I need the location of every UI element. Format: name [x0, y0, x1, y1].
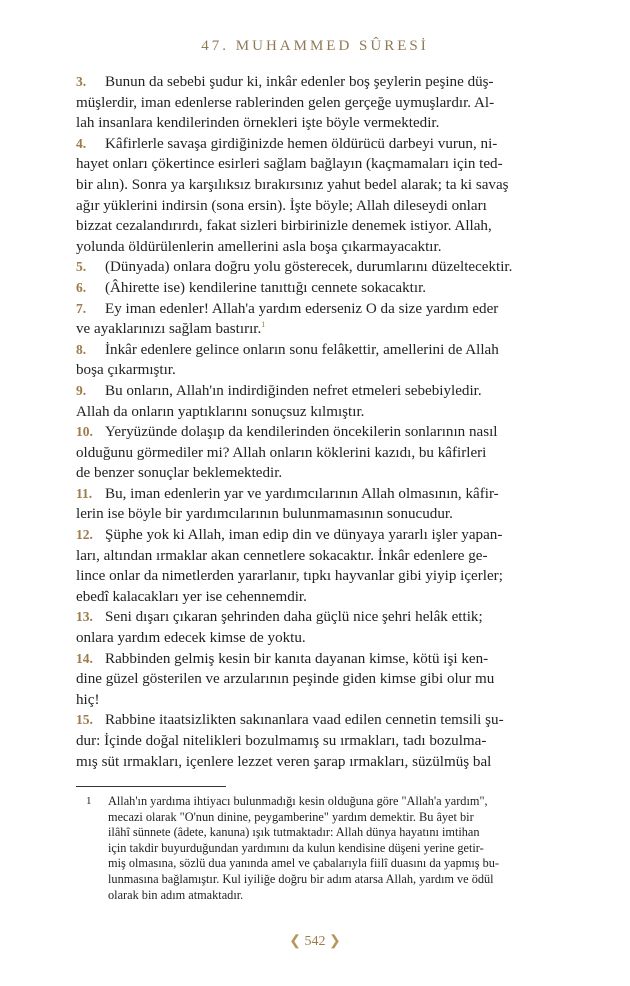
verse-line: lerin ise böyle bir yardımcılarının bulunmamasının sonucudur. [76, 506, 453, 523]
verse-line: Bu onların, Allah'ın indirdiğinden nefret etmeleri sebebiyledir. [105, 382, 482, 399]
verse-line: Yeryüzünde dolaşıp da kendilerinden öncekilerin sonlarının nasıl [105, 424, 498, 441]
footnote-line: mecazi olarak "O'nun dinine, peygamberine" yardım demektir. Bu âyet bir [108, 809, 474, 824]
verse-number: 14. [76, 650, 93, 666]
footnote-line: ilâhî sünnete (âdete, kanuna) ışık tutmaktadır: Allah dünya hayatını imtihan [108, 825, 480, 840]
verse-line: (Âhirette ise) kendilerine tanıttığı cennete sokacaktır. [105, 279, 427, 296]
verse [76, 72, 572, 134]
verse-list [76, 72, 572, 772]
verse-line: de benzer sonuçlar beklemektedir. [76, 465, 283, 482]
verse-line: (Dünyada) onlara doğru yolu gösterecek, durumlarını düzeltecektir. [105, 259, 513, 276]
verse-line: boşa çıkarmıştır. [76, 362, 176, 379]
right-ornament-icon: ❯ [329, 934, 341, 949]
verse [76, 299, 572, 340]
verse-line: mış süt ırmakları, içenlere lezzet veren şarap ırmakları, süzülmüş bal [76, 753, 492, 770]
verse-line: bir alın). Sonra ya karşılıksız bırakırsınız yahut bedel alarak; ta ki savaş [76, 176, 509, 193]
footnote-line: Allah'ın yardıma ihtiyacı bulunmadığı kesin olduğuna göre "Allah'a yardım", [108, 794, 488, 808]
footnote-divider [76, 786, 226, 787]
verse-line: dur: İçinde doğal nitelikleri bozulmamış su ırmakları, tadı bozulma- [76, 733, 487, 749]
verse-number: 9. [76, 382, 87, 398]
footnote-line: miş olmasına, sözlü dua yanında amel ve çabalarıyla fiilî duasını da yapmış bu- [108, 856, 500, 871]
verse [76, 381, 572, 422]
verse [76, 484, 572, 525]
verse-line: müşlerdir, iman edenlerse rablerinden gelen gerçeğe uymuşlardır. Al- [76, 94, 495, 111]
verse-line: hiç! [76, 691, 100, 708]
verse-number: 8. [76, 341, 87, 357]
verse-line: Bunun da sebebi şudur ki, inkâr edenler boş şeylerin peşine düş- [105, 74, 494, 90]
verse-line: Rabbinden gelmiş kesin bir kanıta dayanan kimse, kötü işi ken- [105, 650, 489, 667]
verse-line: ebedî kalacakları yer ise cehennemdir. [76, 588, 307, 605]
left-ornament-icon: ❮ [289, 934, 301, 949]
verse-number: 4. [76, 135, 87, 151]
verse-line: hayet onları çökertince esirleri sağlam bağlayın (kaçmamaları için ted- [76, 156, 503, 173]
verse-line: lah insanlara kendilerinden örnekleri işte böyle vermektedir. [76, 115, 440, 132]
verse-line: dine güzel gösterilen ve arzularının peşinde giden kimse gibi olur mu [76, 671, 495, 688]
footnote-text [108, 794, 572, 903]
footnote-number: 1 [86, 795, 92, 807]
verse-number: 13. [76, 609, 93, 625]
verse [76, 710, 572, 772]
verse-line: Kâfirlerle savaşa girdiğinizde hemen öldürücü darbeyi vurun, ni- [105, 135, 498, 152]
verse-number: 6. [76, 279, 87, 295]
verse [76, 278, 572, 299]
verse [76, 525, 572, 607]
verse [76, 134, 572, 258]
verse-line: İnkâr edenlere gelince onların sonu felâkettir, amellerini de Allah [105, 341, 499, 358]
verse [76, 422, 572, 484]
verse [76, 649, 572, 711]
verse-number: 12. [76, 527, 93, 543]
footnote [76, 794, 572, 903]
verse-number: 5. [76, 259, 87, 275]
verse-line: yolunda öldürülenlerin amellerini asla boşa çıkarmayacaktır. [76, 238, 442, 255]
verse-number: 3. [76, 74, 87, 89]
verse-line: Ey iman edenler! Allah'a yardım ederseniz O da size yardım eder [105, 300, 499, 317]
verse-line: Allah da onların yaptıklarını sonuçsuz kılmıştır. [76, 403, 365, 420]
verse-line: Bu, iman edenlerin yar ve yardımcılarının Allah olmasının, kâfir- [105, 485, 499, 502]
verse-line: ağır yüklerini indirsin (sona ersin). İşte böyle; Allah dileseydi onları [76, 197, 487, 214]
verse-line: lince onlar da nimetlerden yararlanır, tıpkı hayvanlar gibi yiyip içerler; [76, 568, 503, 585]
verse [76, 257, 572, 278]
verse-number: 10. [76, 424, 93, 440]
verse-line: Rabbine itaatsizlikten sakınanlara vaad edilen cennetin temsili şu- [105, 712, 504, 729]
verse-number: 7. [76, 300, 87, 316]
running-header: 47. MUHAMMED SÛRESİ [201, 38, 429, 54]
verse-line: bizzat cezalandırırdı, fakat sizleri birbirinizle denemek istiyor. Allah, [76, 218, 492, 235]
verse-number: 15. [76, 712, 93, 728]
verse [76, 340, 572, 381]
verse [76, 607, 572, 648]
page-number-value: 542 [304, 934, 326, 949]
page-number [0, 933, 630, 950]
verse-line: Şüphe yok ki Allah, iman edip din ve dünyaya yararlı işler yapan- [105, 527, 503, 544]
footnote-line: için takdir buyurduğundan yardımını da kulun kendisine düşeni yerine getir- [108, 840, 484, 855]
verse-line: olduğunu görmediler mi? Allah onların köklerini kazıdı, bu kâfirleri [76, 444, 487, 461]
verse-line: Seni dışarı çıkaran şehrinden daha güçlü nice şehri helâk ettik; [105, 609, 483, 626]
footnote-line: lunmasına bağlamıştır. Kul iyiliğe doğru bir adım atarsa Allah, yardım ve ödül [108, 871, 494, 886]
verse-number: 11. [76, 485, 93, 501]
footnote-line: olarak bin adım atmaktadır. [108, 887, 244, 902]
footnote-reference[interactable]: 1 [261, 320, 266, 330]
verse-line: ları, altından ırmaklar akan cennetlere sokacaktır. İnkâr edenlere ge- [76, 547, 488, 564]
verse-line: ve ayaklarınızı sağlam bastırır. [76, 321, 262, 338]
verse-line: onlara yardım edecek kimse de yoktu. [76, 630, 306, 647]
